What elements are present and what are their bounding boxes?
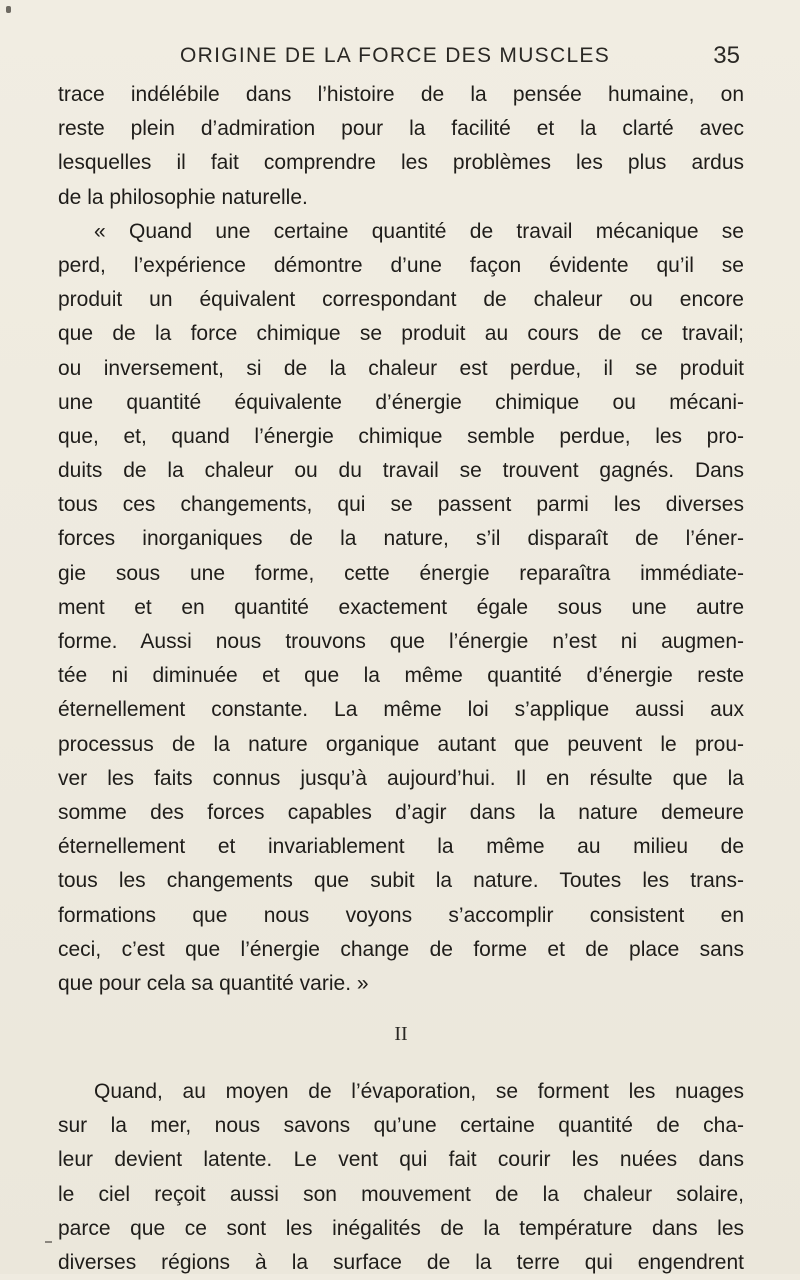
running-head (180, 44, 740, 74)
text-line: tous ces changements, qui se passent parmi les diverses (58, 493, 744, 517)
text-line: de la philosophie naturelle. (58, 185, 308, 209)
text-line: diverses régions à la surface de la terre qui engendrent (58, 1251, 744, 1274)
text-line: parce que ce sont les inégalités de la température dans les (58, 1216, 744, 1240)
text-line: somme des forces capables d’agir dans la nature demeure (58, 800, 744, 824)
section-break (58, 1001, 744, 1075)
text-line: le ciel reçoit aussi son mouvement de la chaleur solaire, (58, 1182, 744, 1206)
paragraph-2 (58, 1075, 744, 1280)
text-line: que de la force chimique se produit au cours de ce travail; (58, 322, 744, 346)
text-line: processus de la nature organique autant que peuvent le prou- (58, 732, 744, 756)
text-line: reste plein d’admiration pour la facilité et la clarté avec (58, 117, 744, 141)
body-text (58, 78, 744, 1280)
text-line: une quantité équivalente d’énergie chimique ou mécani- (58, 390, 744, 414)
text-line: ver les faits connus jusqu’à aujourd’hui. Il en résulte que la (58, 766, 744, 790)
text-line: trace indélébile dans l’histoire de la pensée humaine, on (58, 83, 744, 106)
running-title: ORIGINE DE LA FORCE DES MUSCLES (180, 44, 611, 67)
paragraph-1 (58, 78, 744, 215)
text-line: ment et en quantité exactement égale sous une autre (58, 595, 744, 619)
text-line: produit un équivalent correspondant de chaleur ou encore (58, 288, 744, 312)
text-line: tous les changements que subit la nature. Toutes les trans- (58, 869, 744, 893)
text-line: lesquelles il fait comprendre les problèmes les plus ardus (58, 151, 744, 175)
text-line: que pour cela sa quantité varie. » (58, 971, 369, 995)
text-line: tée ni diminuée et que la même quantité d’énergie reste (58, 664, 744, 688)
text-line: duits de la chaleur ou du travail se trouvent gagnés. Dans (58, 459, 744, 483)
text-line: perd, l’expérience démontre d’une façon évidente qu’il se (58, 253, 744, 277)
page-number: 35 (713, 42, 740, 69)
text-line: ou inversement, si de la chaleur est perdue, il se produit (58, 356, 744, 380)
section-number: II (394, 1023, 408, 1046)
text-line: leur devient latente. Le vent qui fait courir les nuées dans (58, 1148, 744, 1172)
text-line: formations que nous voyons s’accomplir consistent en (58, 903, 744, 927)
page-corner-mark (6, 6, 11, 13)
text-line: « Quand une certaine quantité de travail mécanique se (94, 219, 744, 243)
margin-mark (45, 1241, 52, 1243)
quotation-paragraph (58, 215, 744, 1001)
text-line: éternellement et invariablement la même au milieu de (58, 835, 744, 859)
text-line: éternellement constante. La même loi s’applique aussi aux (58, 698, 744, 722)
text-line: sur la mer, nous savons qu’une certaine quantité de cha- (58, 1114, 744, 1138)
text-line: ceci, c’est que l’énergie change de forme et de place sans (58, 937, 744, 961)
text-line: forces inorganiques de la nature, s’il disparaît de l’éner- (58, 527, 744, 551)
text-line: gie sous une forme, cette énergie reparaîtra immédiate- (58, 561, 744, 585)
text-line: Quand, au moyen de l’évaporation, se forment les nuages (94, 1080, 744, 1104)
text-line: forme. Aussi nous trouvons que l’énergie n’est ni augmen- (58, 630, 744, 653)
text-line: que, et, quand l’énergie chimique semble perdue, les pro- (58, 424, 744, 448)
